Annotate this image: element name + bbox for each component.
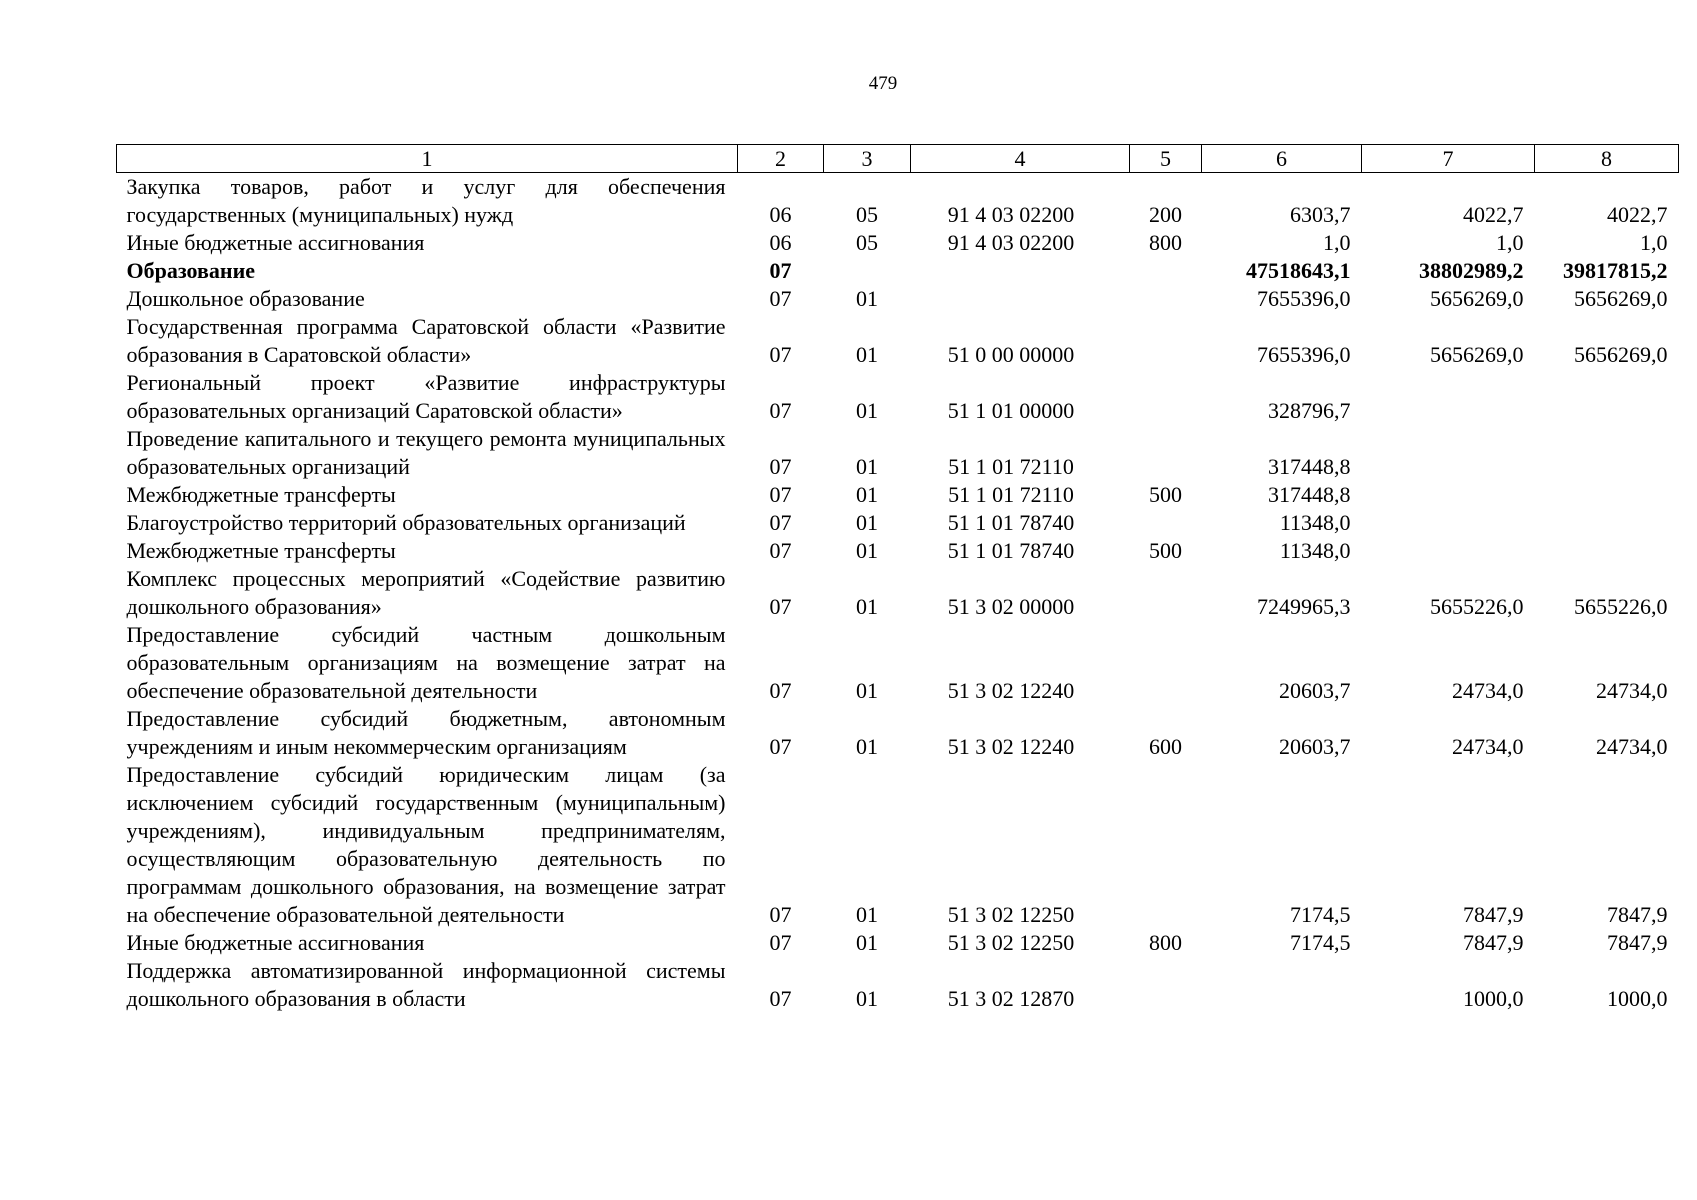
target-article-code: 51 3 02 12250	[947, 930, 1075, 955]
amount-3: 5655226,0	[1574, 594, 1668, 619]
amount-3: 1,0	[1640, 230, 1668, 255]
amount-1: 7655396,0	[1257, 342, 1351, 367]
amount-1: 11348,0	[1279, 538, 1351, 563]
item-name: Межбюджетные трансферты	[126, 538, 396, 563]
amount-3: 24734,0	[1596, 734, 1668, 759]
section-code: 07	[769, 258, 792, 283]
table-row	[117, 509, 1679, 537]
amount-2: 5656269,0	[1430, 286, 1524, 311]
subsection-code: 01	[856, 538, 878, 563]
target-article-code: 51 0 00 00000	[947, 342, 1075, 367]
section-code: 07	[769, 678, 792, 703]
column-header-target-code: 4	[911, 145, 1130, 173]
expense-type-code	[1130, 285, 1202, 313]
expense-type-code	[1130, 313, 1202, 369]
section-code: 07	[769, 286, 792, 311]
item-name: Государственная программа Саратовской области «Развитие образования в Саратовской области»	[126, 314, 726, 367]
item-name: Межбюджетные трансферты	[126, 482, 396, 507]
expense-type-code: 600	[1149, 734, 1182, 759]
item-name: Предоставление субсидий частным дошкольным образовательным организациям на возмещение затрат на обеспечение образовательной деятельности	[126, 622, 726, 703]
target-article-code: 51 3 02 12250	[947, 902, 1075, 927]
table-row	[117, 957, 1679, 1013]
expense-type-code	[1130, 957, 1202, 1013]
item-name: Комплекс процессных мероприятий «Содействие развитию дошкольного образования»	[126, 566, 726, 619]
section-code: 07	[769, 930, 792, 955]
amount-1: 47518643,1	[1246, 258, 1351, 283]
amount-1: 7174,5	[1290, 930, 1351, 955]
subsection-code: 01	[856, 986, 878, 1011]
section-code: 07	[769, 510, 792, 535]
amount-2	[1362, 481, 1535, 509]
column-header-amount-1: 6	[1202, 145, 1362, 173]
amount-1: 20603,7	[1279, 678, 1351, 703]
table-row	[117, 537, 1679, 565]
subsection-code: 01	[856, 594, 878, 619]
expense-type-code: 200	[1149, 202, 1182, 227]
amount-1: 1,0	[1323, 230, 1351, 255]
amount-1: 317448,8	[1268, 482, 1351, 507]
table-row	[117, 425, 1679, 481]
amount-3	[1535, 369, 1679, 425]
subsection-code: 01	[856, 902, 878, 927]
table-row	[117, 313, 1679, 369]
amount-3: 5656269,0	[1574, 342, 1668, 367]
amount-3: 39817815,2	[1563, 258, 1668, 283]
column-header-section: 2	[738, 145, 824, 173]
item-name: Поддержка автоматизированной информационной системы дошкольного образования в области	[126, 958, 726, 1011]
table-body	[117, 173, 1679, 1014]
item-name: Иные бюджетные ассигнования	[126, 930, 425, 955]
section-code: 07	[769, 398, 792, 423]
column-header-amount-3: 8	[1535, 145, 1679, 173]
section-code: 06	[769, 202, 792, 227]
subsection-code: 01	[856, 482, 878, 507]
table-row	[117, 705, 1679, 761]
target-article-code	[911, 257, 1130, 285]
target-article-code: 51 1 01 72110	[948, 482, 1074, 507]
target-article-code: 51 3 02 00000	[947, 594, 1075, 619]
amount-2	[1362, 509, 1535, 537]
amount-3	[1535, 425, 1679, 481]
table-row	[117, 621, 1679, 705]
expense-type-code	[1130, 257, 1202, 285]
amount-2: 7847,9	[1463, 930, 1524, 955]
amount-3	[1535, 481, 1679, 509]
table-row	[117, 565, 1679, 621]
table-row	[117, 369, 1679, 425]
section-code: 07	[769, 734, 792, 759]
expense-type-code	[1130, 425, 1202, 481]
table-row	[117, 173, 1679, 230]
section-code: 07	[769, 538, 792, 563]
table-row	[117, 929, 1679, 957]
header-row	[117, 145, 1679, 173]
subsection-code: 01	[856, 678, 878, 703]
column-header-amount-2: 7	[1362, 145, 1535, 173]
amount-2: 4022,7	[1463, 202, 1524, 227]
amount-2	[1362, 425, 1535, 481]
subsection-code: 01	[856, 510, 878, 535]
amount-1	[1202, 957, 1362, 1013]
expense-type-code	[1130, 621, 1202, 705]
column-header-expense-type: 5	[1130, 145, 1202, 173]
amount-1: 328796,7	[1268, 398, 1351, 423]
table-row	[117, 229, 1679, 257]
target-article-code: 51 1 01 78740	[947, 510, 1075, 535]
amount-3: 24734,0	[1596, 678, 1668, 703]
table-row	[117, 285, 1679, 313]
amount-2	[1362, 369, 1535, 425]
subsection-code: 01	[856, 454, 878, 479]
amount-1: 7249965,3	[1257, 594, 1351, 619]
table-header	[117, 145, 1679, 173]
target-article-code: 51 1 01 00000	[947, 398, 1075, 423]
column-header-subsection: 3	[824, 145, 911, 173]
subsection-code: 01	[856, 286, 878, 311]
expense-type-code	[1130, 369, 1202, 425]
section-code: 06	[769, 230, 792, 255]
section-code: 07	[769, 342, 792, 367]
item-name: Образование	[126, 258, 256, 283]
column-header-name: 1	[117, 145, 738, 173]
amount-1: 7655396,0	[1257, 286, 1351, 311]
target-article-code: 51 3 02 12870	[947, 986, 1075, 1011]
subsection-code	[824, 257, 911, 285]
subsection-code: 05	[856, 202, 878, 227]
section-code: 07	[769, 902, 792, 927]
item-name: Проведение капитального и текущего ремонта муниципальных образовательных организаций	[126, 426, 726, 479]
subsection-code: 05	[856, 230, 878, 255]
amount-2: 5656269,0	[1430, 342, 1524, 367]
amount-2: 1000,0	[1463, 986, 1524, 1011]
amount-1: 20603,7	[1279, 734, 1351, 759]
item-name: Предоставление субсидий юридическим лицам (за исключением субсидий государственным (муниципальным) учреждениям), индивидуальным предпринимателям, осуществляющим образовательную деятельность по программам дошкольного образования, на возмещение затрат на обеспечение образовательной деятельности	[126, 762, 726, 927]
amount-1: 317448,8	[1268, 454, 1351, 479]
subsection-code: 01	[856, 342, 878, 367]
amount-2: 24734,0	[1452, 678, 1524, 703]
target-article-code	[911, 285, 1130, 313]
amount-2: 7847,9	[1463, 902, 1524, 927]
target-article-code: 91 4 03 02200	[947, 202, 1075, 227]
expense-type-code	[1130, 509, 1202, 537]
expense-type-code: 500	[1149, 482, 1182, 507]
section-code: 07	[769, 454, 792, 479]
subsection-code: 01	[856, 930, 878, 955]
subsection-code: 01	[856, 734, 878, 759]
amount-2: 24734,0	[1452, 734, 1524, 759]
section-code: 07	[769, 482, 792, 507]
target-article-code: 51 3 02 12240	[947, 734, 1075, 759]
expense-type-code: 800	[1149, 930, 1182, 955]
target-article-code: 51 1 01 72110	[948, 454, 1074, 479]
budget-table	[116, 144, 1679, 1013]
amount-2	[1362, 537, 1535, 565]
expense-type-code	[1130, 565, 1202, 621]
amount-2: 1,0	[1496, 230, 1524, 255]
expense-type-code	[1130, 761, 1202, 929]
item-name: Предоставление субсидий бюджетным, автономным учреждениям и иным некоммерческим организациям	[126, 706, 726, 759]
target-article-code: 91 4 03 02200	[947, 230, 1075, 255]
amount-3: 7847,9	[1607, 902, 1668, 927]
subsection-code: 01	[856, 398, 878, 423]
item-name: Региональный проект «Развитие инфраструктуры образовательных организаций Саратовской области»	[126, 370, 726, 423]
page-number: 479	[868, 73, 898, 94]
target-article-code: 51 3 02 12240	[947, 678, 1075, 703]
section-code: 07	[769, 986, 792, 1011]
expense-type-code: 800	[1149, 230, 1182, 255]
amount-1: 11348,0	[1279, 510, 1351, 535]
table-row	[117, 257, 1679, 285]
table-row	[117, 761, 1679, 929]
amount-3	[1535, 537, 1679, 565]
amount-2: 5655226,0	[1430, 594, 1524, 619]
item-name: Дошкольное образование	[126, 286, 365, 311]
section-code: 07	[769, 594, 792, 619]
amount-3: 1000,0	[1607, 986, 1668, 1011]
amount-3: 4022,7	[1607, 202, 1668, 227]
expense-type-code: 500	[1149, 538, 1182, 563]
amount-1: 6303,7	[1290, 202, 1351, 227]
amount-3	[1535, 509, 1679, 537]
amount-3: 5656269,0	[1574, 286, 1668, 311]
amount-2: 38802989,2	[1419, 258, 1524, 283]
amount-1: 7174,5	[1290, 902, 1351, 927]
amount-3: 7847,9	[1607, 930, 1668, 955]
item-name: Благоустройство территорий образовательных организаций	[126, 510, 686, 535]
table-row	[117, 481, 1679, 509]
target-article-code: 51 1 01 78740	[947, 538, 1075, 563]
item-name: Закупка товаров, работ и услуг для обеспечения государственных (муниципальных) нужд	[126, 174, 726, 227]
item-name: Иные бюджетные ассигнования	[126, 230, 425, 255]
